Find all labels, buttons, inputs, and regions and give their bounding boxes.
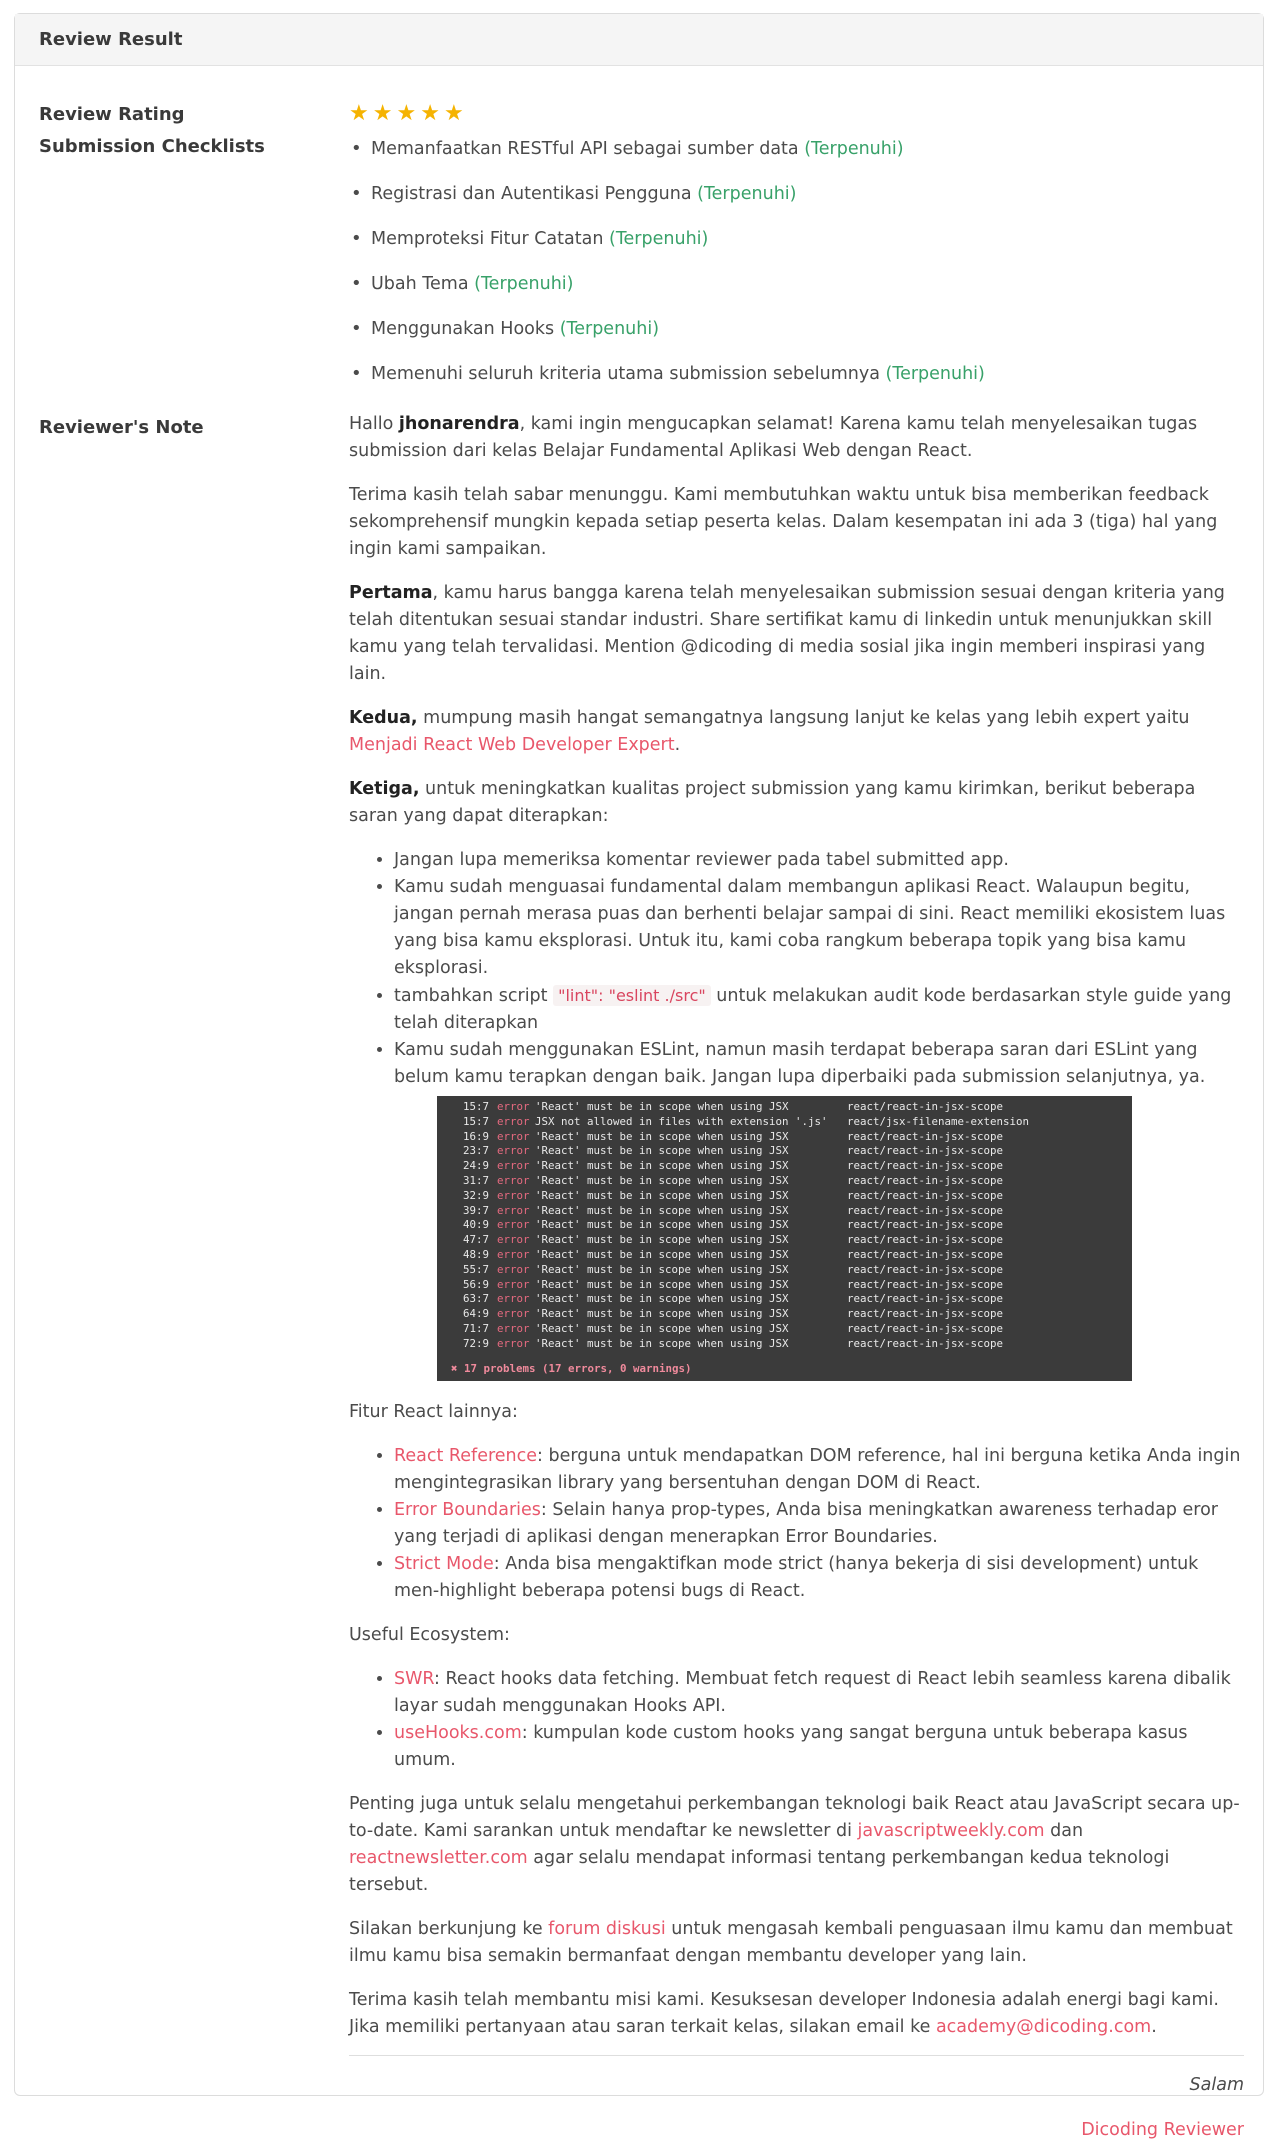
- reviewer-note: [349, 411, 1244, 2144]
- suggestion-list: [349, 847, 1244, 1091]
- list-item: • Kamu sudah menguasai fundamental dalam membangun aplikasi React. Walaupun begitu, jangan pernah merasa puas dan berhenti belajar sampai di sini. React memiliki ekosistem luas yang bisa kamu eksplorasi. Untuk itu, kami coba rangkum beberapa topik yang bisa kamu eksplorasi.: [394, 874, 1244, 982]
- email-link[interactable]: academy@dicoding.com: [935, 2017, 1152, 2037]
- list-item: • Strict Mode: Anda bisa mengaktifkan mode strict (hanya bekerja di sisi development) untuk men-highlight beberapa potensi bugs di React.: [394, 1551, 1244, 1605]
- expert-class-link[interactable]: Menjadi React Web Developer Expert: [349, 735, 675, 755]
- eslint-line: 23:7 error 'React' must be in scope when using JSX react/react-in-jsx-scope: [462, 1144, 1004, 1158]
- checklist-label: Submission Checklists: [39, 136, 265, 157]
- eslint-line: 32:9 error 'React' must be in scope when using JSX react/react-in-jsx-scope: [462, 1188, 1004, 1202]
- ecosystem-title: Useful Ecosystem:: [349, 1625, 510, 1645]
- feature-list: [349, 1443, 1244, 1605]
- eslint-line: 63:7 error 'React' must be in scope when using JSX react/react-in-jsx-scope: [462, 1292, 1004, 1306]
- checklist-item: • Ubah Tema (Terpenuhi): [349, 273, 1244, 318]
- note-paragraph: Hallo jhonarendra, kami ingin mengucapkan selamat! Karena kamu telah menyelesaikan tugas submission dari kelas Belajar Fundamental Aplikasi Web dengan React.: [349, 414, 1198, 461]
- status-badge: (Terpenuhi): [804, 139, 904, 159]
- status-badge: (Terpenuhi): [559, 319, 660, 339]
- reactnewsletter-link[interactable]: reactnewsletter.com: [349, 1848, 528, 1868]
- star-icon: ★: [396, 101, 417, 126]
- ecosystem-list: [349, 1666, 1244, 1774]
- eslint-line: 71:7 error 'React' must be in scope when using JSX react/react-in-jsx-scope: [462, 1321, 1004, 1335]
- eslint-line: 56:9 error 'React' must be in scope when using JSX react/react-in-jsx-scope: [462, 1277, 1004, 1291]
- javascriptweekly-link[interactable]: javascriptweekly.com: [857, 1821, 1045, 1841]
- note-paragraph: Pertama, kamu harus bangga karena telah menyelesaikan submission sesuai dengan kriteria yang telah ditentukan sesuai standar industri. Share sertifikat kamu di linkedin untuk menunjukkan skill kamu yang telah tervalidasi. Mention @dicoding di media sosial jika ingin memberi inspirasi yang lain.: [349, 583, 1225, 684]
- note-paragraph: Penting juga untuk selalu mengetahui perkembangan teknologi baik React atau JavaScript secara up-to-date. Kami sarankan untuk mendaftar ke newsletter di javascriptweekly.com dan reactnewsletter.com agar selalu mendapat informasi tentang perkembangan kedua teknologi tersebut.: [349, 1794, 1240, 1895]
- swr-link[interactable]: SWR: [394, 1669, 435, 1689]
- divider: [349, 2055, 1244, 2056]
- card-header: [15, 14, 1263, 66]
- list-item: • SWR: React hooks data fetching. Membuat fetch request di React lebih seamless karena dibalik layar sudah menggunakan Hooks API.: [394, 1666, 1244, 1720]
- react-reference-link[interactable]: React Reference: [394, 1446, 538, 1466]
- checklist-item: • Menggunakan Hooks (Terpenuhi): [349, 318, 1244, 363]
- rating-label: Review Rating: [39, 104, 185, 125]
- star-icon: ★: [443, 101, 464, 126]
- review-result-card: [14, 13, 1264, 2140]
- checklist-item: • Registrasi dan Autentikasi Pengguna (Terpenuhi): [349, 183, 1244, 228]
- note-label: Reviewer's Note: [39, 417, 204, 438]
- eslint-line: 16:9 error 'React' must be in scope when using JSX react/react-in-jsx-scope: [462, 1129, 1004, 1143]
- status-badge: (Terpenuhi): [474, 274, 574, 294]
- status-badge: (Terpenuhi): [697, 184, 797, 204]
- lint-script-code: "lint": "eslint ./src": [553, 985, 711, 1006]
- eslint-line: 15:7 error 'React' must be in scope when using JSX react/react-in-jsx-scope: [462, 1100, 1004, 1113]
- reviewer-signature: Dicoding Reviewer: [1081, 2120, 1244, 2140]
- star-icon: ★: [420, 101, 440, 126]
- list-item: • Jangan lupa memeriksa komentar reviewer pada tabel submitted app.: [394, 847, 1244, 874]
- eslint-line: 39:7 error 'React' must be in scope when using JSX react/react-in-jsx-scope: [462, 1203, 1004, 1217]
- status-badge: (Terpenuhi): [609, 229, 709, 249]
- eslint-line: 64:9 error 'React' must be in scope when using JSX react/react-in-jsx-scope: [462, 1307, 1004, 1321]
- eslint-line: 15:7 error JSX not allowed in files with extension '.js' react/jsx-filename-extension: [462, 1114, 1030, 1128]
- list-item: • useHooks.com: kumpulan kode custom hooks yang sangat berguna untuk beberapa kasus umum.: [394, 1720, 1244, 1774]
- list-item: • Kamu sudah menggunakan ESLint, namun masih terdapat beberapa saran dari ESLint yang belum kamu terapkan dengan baik. Jangan lupa diperbaiki pada submission selanjutnya, ya.: [394, 1037, 1244, 1091]
- eslint-line: 72:9 error 'React' must be in scope when using JSX react/react-in-jsx-scope: [462, 1336, 1004, 1350]
- list-item: • React Reference: berguna untuk mendapatkan DOM reference, hal ini berguna ketika Anda ingin mengintegrasikan library yang bersentuhan dengan DOM di React.: [394, 1443, 1244, 1497]
- list-item: • Error Boundaries: Selain hanya prop-types, Anda bisa meningkatkan awareness terhadap eror yang terjadi di aplikasi dengan menerapkan Error Boundaries.: [394, 1497, 1244, 1551]
- eslint-line: 31:7 error 'React' must be in scope when using JSX react/react-in-jsx-scope: [462, 1173, 1004, 1187]
- note-paragraph: Terima kasih telah sabar menunggu. Kami membutuhkan waktu untuk bisa memberikan feedback sekomprehensif mungkin kepada setiap peserta kelas. Dalam kesempatan ini ada 3 (tiga) hal yang ingin kami sampaikan.: [349, 485, 1218, 559]
- submission-checklist: [349, 138, 1244, 408]
- note-paragraph: Ketiga, untuk meningkatkan kualitas project submission yang kamu kirimkan, berikut beberapa saran yang dapat diterapkan:: [349, 779, 1196, 826]
- note-paragraph: Terima kasih telah membantu misi kami. Kesuksesan developer Indonesia adalah energi bagi kami. Jika memiliki pertanyaan atau saran terkait kelas, silakan email ke academy@dicoding.com.: [349, 1990, 1219, 2037]
- eslint-output-image: [437, 1096, 1132, 1381]
- eslint-line: 24:9 error 'React' must be in scope when using JSX react/react-in-jsx-scope: [462, 1159, 1004, 1173]
- checklist-item: • Memenuhi seluruh kriteria utama submission sebelumnya (Terpenuhi): [349, 363, 1244, 408]
- star-rating: [349, 103, 464, 125]
- star-icon: ★: [349, 101, 369, 126]
- checklist-item: • Memanfaatkan RESTful API sebagai sumber data (Terpenuhi): [349, 138, 1244, 183]
- star-icon: ★: [372, 101, 393, 126]
- usehooks-link[interactable]: useHooks.com: [394, 1723, 522, 1743]
- error-boundaries-link[interactable]: Error Boundaries: [394, 1500, 541, 1520]
- list-item: • tambahkan script "lint": "eslint ./src" untuk melakukan audit kode berdasarkan style guide yang telah diterapkan: [394, 982, 1244, 1037]
- features-title: Fitur React lainnya:: [349, 1402, 518, 1422]
- forum-link[interactable]: forum diskusi: [548, 1919, 666, 1939]
- eslint-summary: ✖ 17 problems (17 errors, 0 warnings): [451, 1361, 692, 1375]
- strict-mode-link[interactable]: Strict Mode: [394, 1554, 494, 1574]
- checklist-item: • Memproteksi Fitur Catatan (Terpenuhi): [349, 228, 1244, 273]
- signoff: Salam: [1189, 2075, 1244, 2095]
- eslint-line: 47:7 error 'React' must be in scope when using JSX react/react-in-jsx-scope: [462, 1233, 1004, 1247]
- card-title: Review Result: [39, 29, 183, 50]
- eslint-line: 40:9 error 'React' must be in scope when using JSX react/react-in-jsx-scope: [462, 1218, 1004, 1232]
- eslint-line: 55:7 error 'React' must be in scope when using JSX react/react-in-jsx-scope: [462, 1262, 1004, 1276]
- status-badge: (Terpenuhi): [885, 364, 985, 384]
- note-paragraph: Silakan berkunjung ke forum diskusi untuk mengasah kembali penguasaan ilmu kamu dan membuat ilmu kamu bisa semakin bermanfaat dengan membantu developer yang lain.: [349, 1919, 1233, 1966]
- eslint-line: 48:9 error 'React' must be in scope when using JSX react/react-in-jsx-scope: [462, 1247, 1004, 1261]
- note-paragraph: Kedua, mumpung masih hangat semangatnya langsung lanjut ke kelas yang lebih expert yaitu Menjadi React Web Developer Expert.: [349, 708, 1190, 755]
